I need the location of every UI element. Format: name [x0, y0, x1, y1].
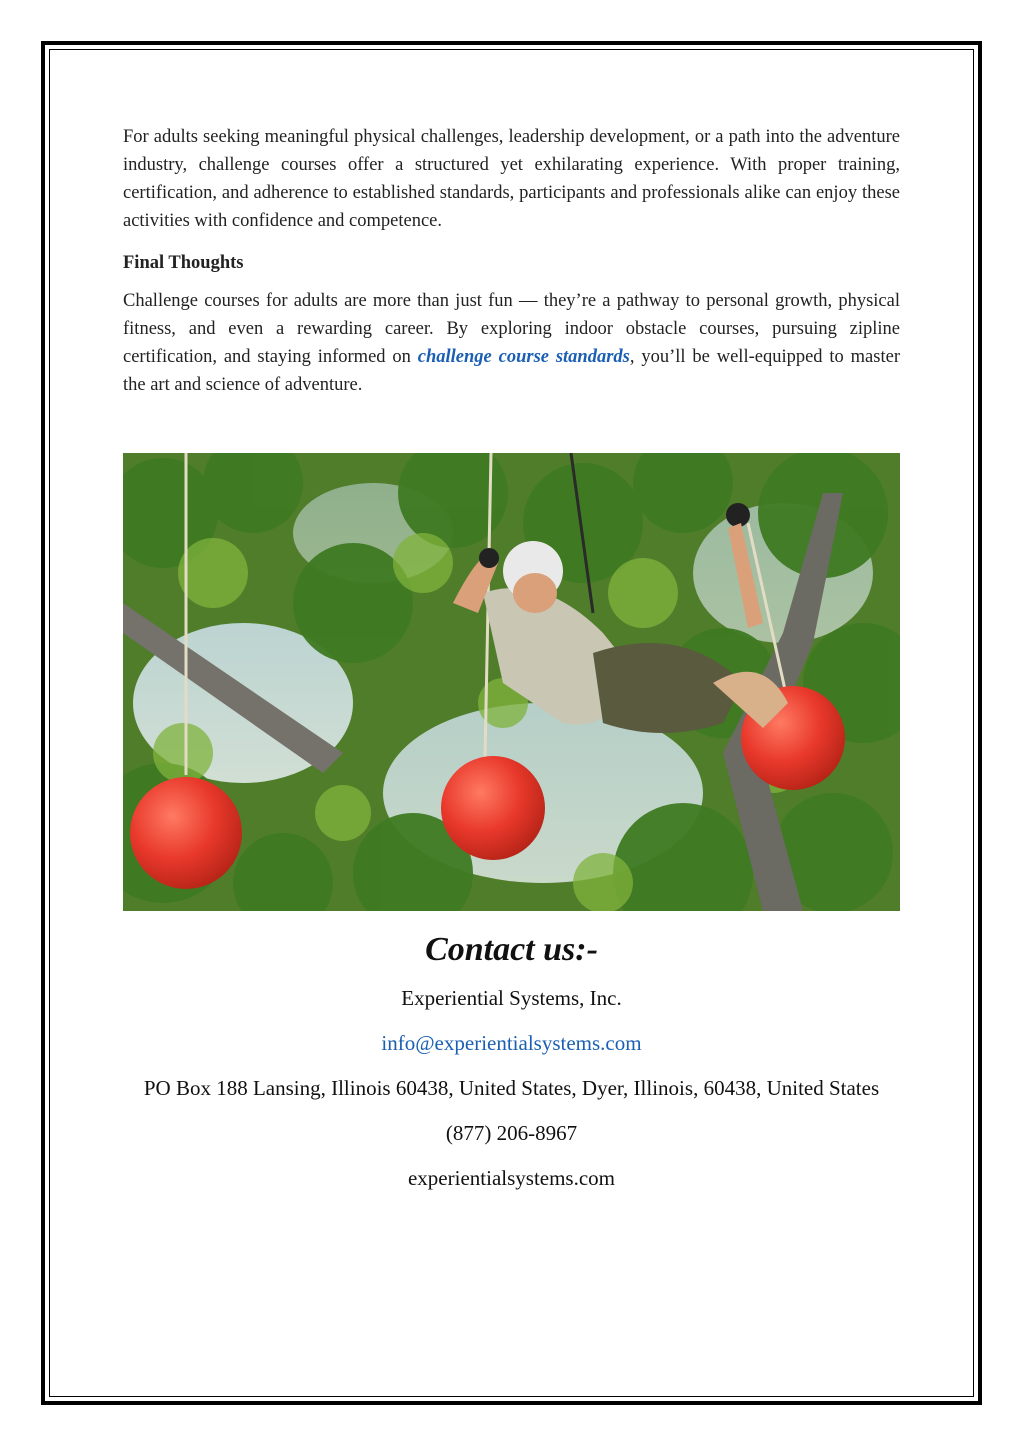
contact-title: Contact us:- — [425, 931, 598, 968]
paragraph-text-end: , you’ll be well-equipped to master the art and science of adventure. — [123, 347, 900, 395]
email-link[interactable]: info@experientialsystems.com — [381, 1031, 642, 1055]
phone-number: (877) 206-8967 — [445, 1121, 578, 1145]
article-body — [123, 123, 900, 413]
section-heading: Final Thoughts — [123, 253, 244, 273]
contact-section — [110, 928, 913, 1207]
challenge-course-photo — [123, 453, 900, 911]
paragraph-text-start: Challenge courses for adults are more than just fun — they’re a pathway to personal growth, physical fitness, and even a rewarding career. By exploring indoor obstacle courses, pursuing zipline certification, and staying informed on — [123, 291, 900, 367]
website-link[interactable]: experientialsystems.com — [407, 1166, 616, 1190]
company-name: Experiential Systems, Inc. — [401, 986, 622, 1010]
final-thoughts-paragraph — [123, 287, 900, 399]
challenge-course-standards-link[interactable]: challenge course standards — [417, 347, 630, 367]
photo-icon — [123, 453, 900, 911]
intro-paragraph: For adults seeking meaningful physical challenges, leadership development, or a path into the adventure industry, challenge courses offer a structured yet exhilarating experience. With proper training, certification, and adherence to established standards, participants and professionals alike can enjoy these activities with confidence and competence. — [123, 127, 900, 231]
address: PO Box 188 Lansing, Illinois 60438, United States, Dyer, Illinois, 60438, United States — [143, 1076, 880, 1100]
